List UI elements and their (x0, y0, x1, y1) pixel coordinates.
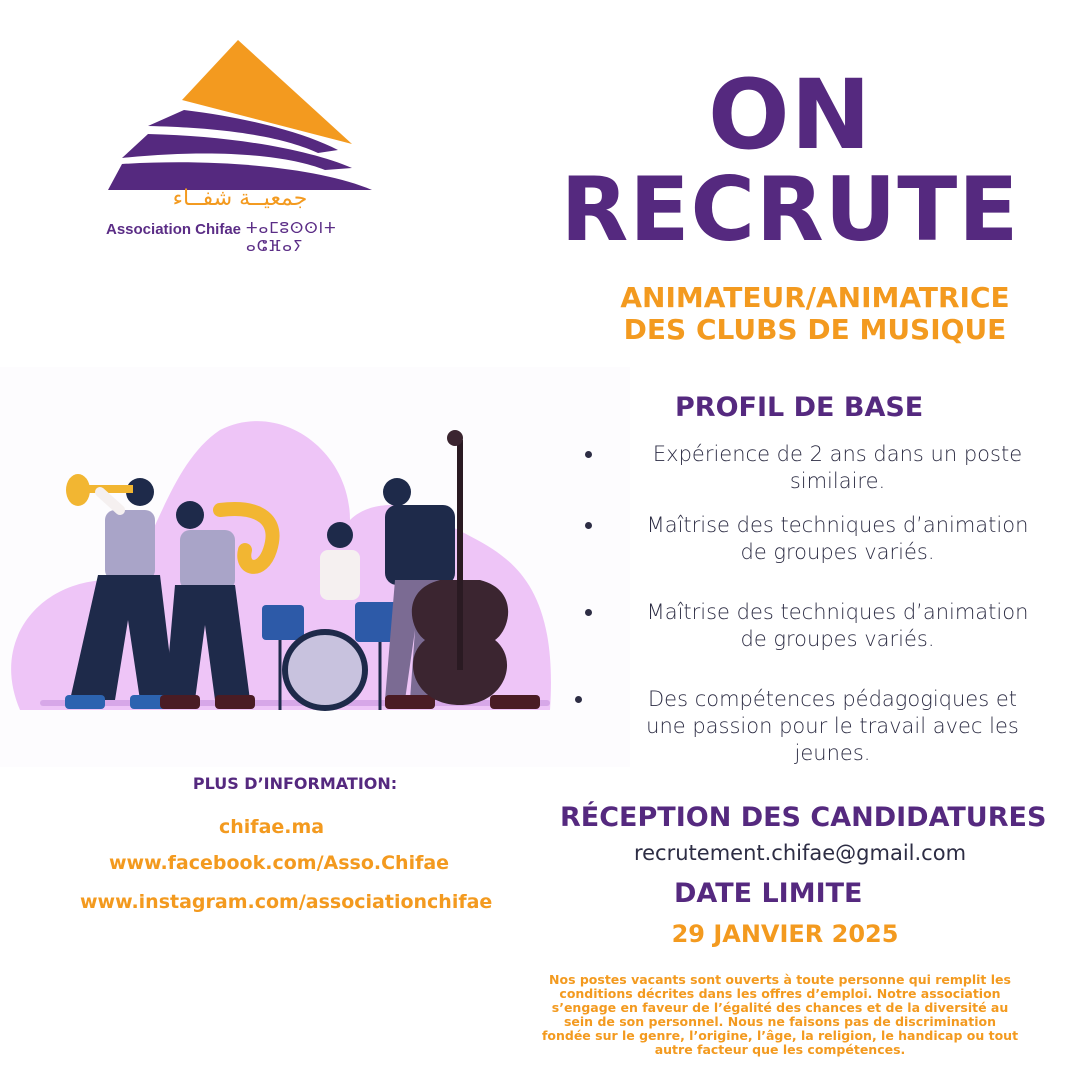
logo-triangle-icon (100, 38, 390, 198)
profile-item-line: similaire. (789, 469, 886, 493)
disclaimer-line: sein de son personnel. Nous ne faisons pas de discrimination (563, 1014, 996, 1029)
position-title (540, 282, 1080, 346)
profile-item (585, 599, 1065, 653)
profile-item-line: Maîtrise des techniques d’animation (646, 600, 1029, 624)
profile-item (585, 512, 1065, 566)
profile-item-line: une passion pour le travail avec les (646, 714, 1019, 738)
profile-item-line: de groupes variés. (740, 627, 935, 651)
association-logo (100, 38, 390, 255)
facebook-link[interactable]: www.facebook.com/Asso.Chifae (109, 852, 450, 874)
position-line-1: ANIMATEUR/ANIMATRICE (620, 281, 1010, 314)
logo-latin-text: Association Chifae (106, 221, 242, 238)
disclaimer-line: conditions décrites dans les offres d’emploi. Notre association (559, 986, 1001, 1001)
profile-item-line: Des compétences pédagogiques et (647, 687, 1018, 711)
logo-tifinagh-text: ⵜⴰⵎⵓⵙⵙⵏⵜ ⴰⵛⴼⴰⵢ (246, 219, 337, 255)
profile-item-line: de groupes variés. (740, 540, 935, 564)
disclaimer-line: fondée sur le genre, l’origine, l’âge, la religion, le handicap ou tout (541, 1028, 1019, 1043)
profile-title: PROFIL DE BASE (675, 392, 924, 423)
disclaimer (520, 973, 1040, 1057)
application-email[interactable]: recrutement.chifae@gmail.com (633, 841, 967, 865)
headline-on: ON (708, 59, 872, 171)
logo-arabic-text: جمعيــة شفــاء (172, 186, 308, 211)
position-line-2: DES CLUBS DE MUSIQUE (623, 313, 1007, 346)
profile-item (585, 441, 1065, 495)
bullet-icon (585, 451, 592, 458)
deadline-date: 29 JANVIER 2025 (671, 920, 899, 948)
disclaimer-line: s’engage en faveur de l’égalité des chances et de la diversité au (551, 1000, 1009, 1015)
info-title: PLUS D’INFORMATION: (192, 774, 398, 793)
profile-item-line: Maîtrise des techniques d’animation (646, 513, 1029, 537)
application-title: RÉCEPTION DES CANDIDATURES (560, 802, 1047, 833)
music-band-illustration (0, 410, 580, 730)
disclaimer-line: autre facteur que les compétences. (654, 1042, 906, 1057)
deadline-title: DATE LIMITE (674, 878, 863, 909)
headline-recrute: RECRUTE (560, 158, 1020, 261)
website-link[interactable]: chifae.ma (219, 816, 325, 838)
profile-item (575, 686, 1065, 767)
bullet-icon (585, 609, 592, 616)
profile-item-line: jeunes. (794, 741, 871, 765)
instagram-link[interactable]: www.instagram.com/associationchifae (80, 891, 493, 913)
disclaimer-line: Nos postes vacants sont ouverts à toute personne qui remplit les (549, 972, 1011, 987)
profile-item-line: Expérience de 2 ans dans un poste (652, 442, 1023, 466)
bullet-icon (585, 522, 592, 529)
